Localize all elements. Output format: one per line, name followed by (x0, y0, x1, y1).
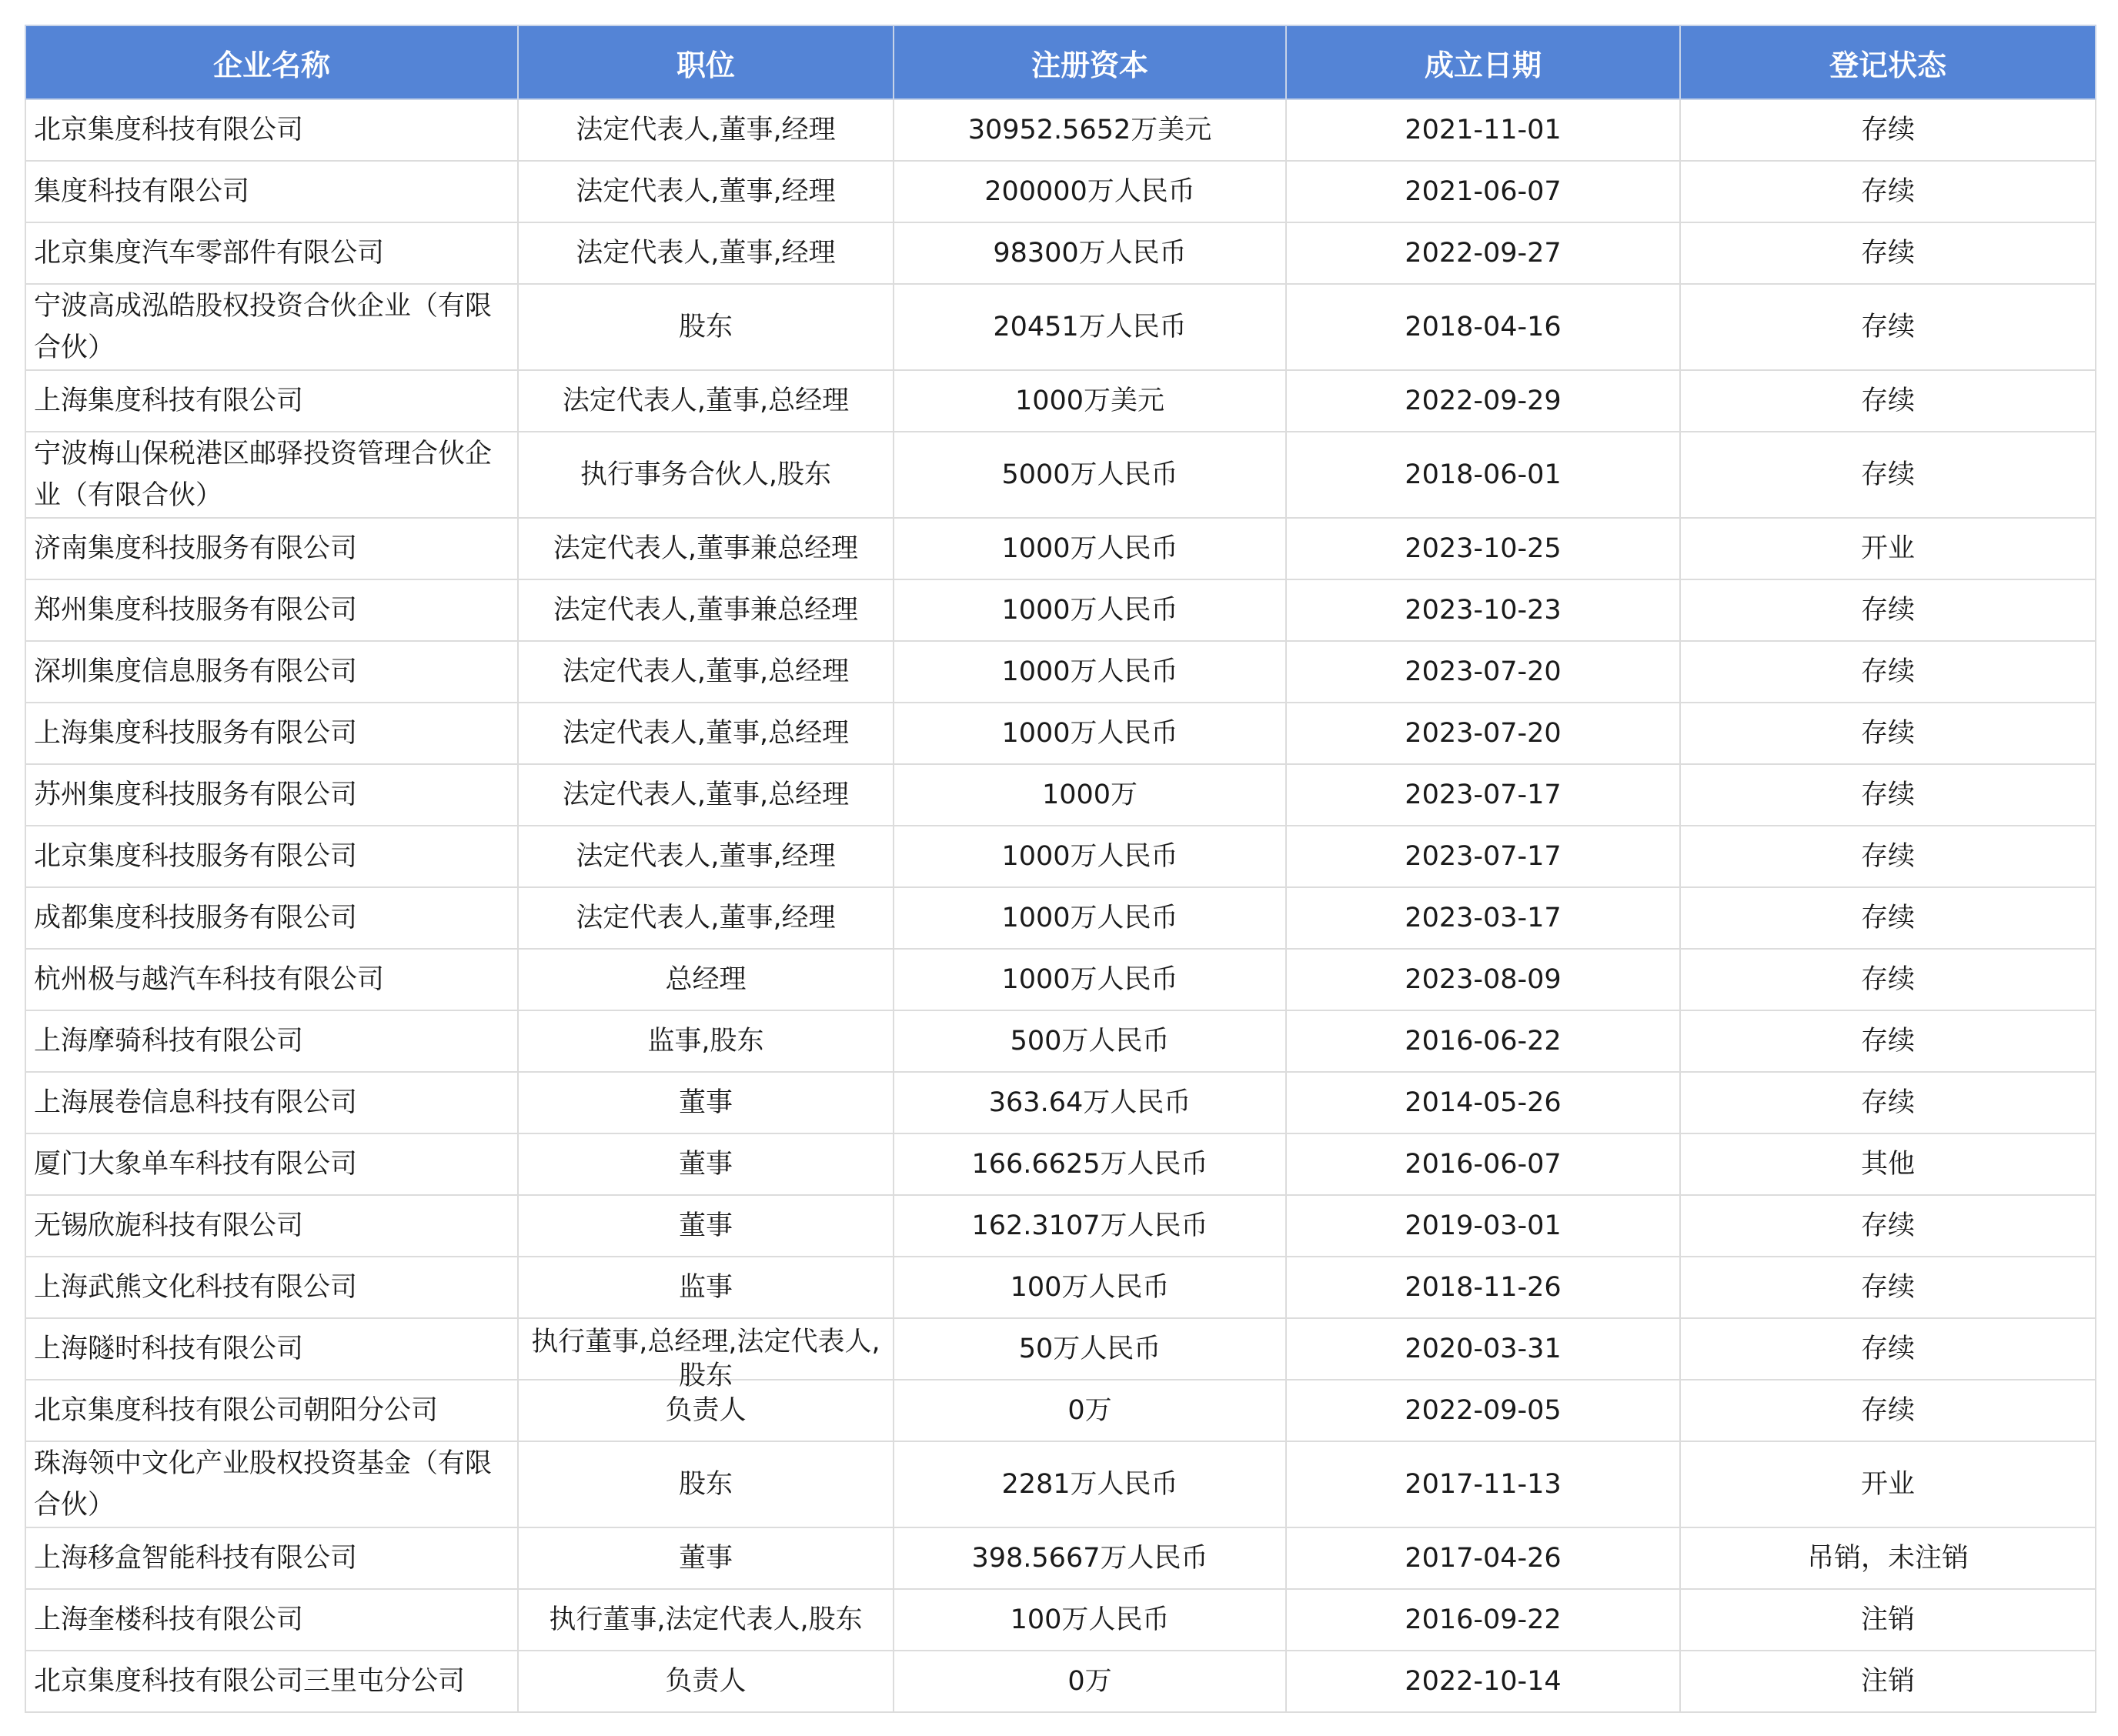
date-cell: 2023-08-09 (1286, 949, 1680, 1010)
company-table (25, 25, 2096, 1713)
company-name-cell: 北京集度科技有限公司朝阳分公司 (25, 1380, 518, 1441)
company-name-cell: 北京集度科技有限公司三里屯分公司 (25, 1651, 518, 1712)
status-cell: 存续 (1680, 1072, 2096, 1133)
date-cell: 2023-10-25 (1286, 518, 1680, 579)
company-name-cell: 杭州极与越汽车科技有限公司 (25, 949, 518, 1010)
company-name-cell: 上海武熊文化科技有限公司 (25, 1257, 518, 1318)
status-cell: 注销 (1680, 1651, 2096, 1712)
date-cell: 2018-06-01 (1286, 432, 1680, 518)
status-cell: 存续 (1680, 641, 2096, 703)
position-cell: 负责人 (518, 1380, 894, 1441)
capital-cell: 1000万人民币 (894, 826, 1286, 887)
position-cell: 法定代表人,董事,经理 (518, 826, 894, 887)
position-cell: 执行事务合伙人,股东 (518, 432, 894, 518)
position-cell: 监事,股东 (518, 1010, 894, 1072)
position-cell: 法定代表人,董事,经理 (518, 99, 894, 161)
position-cell: 董事 (518, 1195, 894, 1257)
table-row[interactable] (25, 1010, 2096, 1072)
date-cell: 2023-07-20 (1286, 641, 1680, 703)
date-cell: 2022-09-29 (1286, 370, 1680, 432)
status-cell: 存续 (1680, 432, 2096, 518)
date-cell: 2017-11-13 (1286, 1441, 1680, 1527)
table-row[interactable] (25, 222, 2096, 284)
header-establish-date[interactable]: 成立日期 (1286, 25, 1680, 99)
status-cell: 存续 (1680, 1195, 2096, 1257)
company-name-cell: 上海集度科技有限公司 (25, 370, 518, 432)
company-name-cell: 深圳集度信息服务有限公司 (25, 641, 518, 703)
position-cell: 法定代表人,董事,总经理 (518, 764, 894, 826)
company-name-cell: 北京集度汽车零部件有限公司 (25, 222, 518, 284)
capital-cell: 100万人民币 (894, 1589, 1286, 1651)
capital-cell: 50万人民币 (894, 1318, 1286, 1380)
capital-cell: 98300万人民币 (894, 222, 1286, 284)
position-cell: 监事 (518, 1257, 894, 1318)
status-cell: 开业 (1680, 518, 2096, 579)
date-cell: 2019-03-01 (1286, 1195, 1680, 1257)
table-row[interactable] (25, 764, 2096, 826)
company-name-cell: 上海集度科技服务有限公司 (25, 703, 518, 764)
table-header-row (25, 25, 2096, 99)
date-cell: 2020-03-31 (1286, 1318, 1680, 1380)
position-cell: 总经理 (518, 949, 894, 1010)
capital-cell: 1000万人民币 (894, 579, 1286, 641)
company-name-cell: 集度科技有限公司 (25, 161, 518, 222)
status-cell: 存续 (1680, 1010, 2096, 1072)
date-cell: 2023-10-23 (1286, 579, 1680, 641)
header-registration-status[interactable]: 登记状态 (1680, 25, 2096, 99)
date-cell: 2022-09-05 (1286, 1380, 1680, 1441)
table-row[interactable] (25, 703, 2096, 764)
table-row[interactable] (25, 579, 2096, 641)
table-row[interactable] (25, 432, 2096, 518)
position-cell: 法定代表人,董事,总经理 (518, 370, 894, 432)
capital-cell: 162.3107万人民币 (894, 1195, 1286, 1257)
company-name-cell: 宁波梅山保税港区邮驿投资管理合伙企业（有限合伙） (25, 432, 518, 518)
table-row[interactable] (25, 1527, 2096, 1589)
company-name-cell: 珠海领中文化产业股权投资基金（有限合伙） (25, 1441, 518, 1527)
capital-cell: 100万人民币 (894, 1257, 1286, 1318)
company-name-cell: 上海摩骑科技有限公司 (25, 1010, 518, 1072)
status-cell: 存续 (1680, 284, 2096, 370)
position-text: 执行董事,总经理,法定代表人,股东 (531, 1327, 880, 1391)
header-registered-capital[interactable]: 注册资本 (894, 25, 1286, 99)
table-row[interactable] (25, 1589, 2096, 1651)
table-row[interactable] (25, 1318, 2096, 1380)
table-row[interactable] (25, 949, 2096, 1010)
capital-cell: 1000万人民币 (894, 887, 1286, 949)
status-cell: 存续 (1680, 826, 2096, 887)
date-cell: 2023-07-17 (1286, 826, 1680, 887)
status-cell: 存续 (1680, 1318, 2096, 1380)
status-cell: 注销 (1680, 1589, 2096, 1651)
position-cell: 股东 (518, 284, 894, 370)
company-name-cell: 苏州集度科技服务有限公司 (25, 764, 518, 826)
company-name-cell: 北京集度科技有限公司 (25, 99, 518, 161)
company-name-cell: 上海展卷信息科技有限公司 (25, 1072, 518, 1133)
table-row[interactable] (25, 1195, 2096, 1257)
capital-cell: 500万人民币 (894, 1010, 1286, 1072)
table-row[interactable] (25, 826, 2096, 887)
date-cell: 2022-10-14 (1286, 1651, 1680, 1712)
company-name-cell: 厦门大象单车科技有限公司 (25, 1133, 518, 1195)
table-row[interactable] (25, 1072, 2096, 1133)
table-row[interactable] (25, 99, 2096, 161)
capital-cell: 363.64万人民币 (894, 1072, 1286, 1133)
position-cell (518, 1318, 894, 1391)
table-row[interactable] (25, 1651, 2096, 1712)
date-cell: 2023-07-20 (1286, 703, 1680, 764)
company-name-cell: 宁波高成泓皓股权投资合伙企业（有限合伙） (25, 284, 518, 370)
capital-cell: 1000万人民币 (894, 949, 1286, 1010)
company-name-cell: 无锡欣旎科技有限公司 (25, 1195, 518, 1257)
status-cell: 吊销，未注销 (1680, 1527, 2096, 1589)
capital-cell: 1000万人民币 (894, 518, 1286, 579)
table-row[interactable] (25, 518, 2096, 579)
position-cell: 法定代表人,董事兼总经理 (518, 579, 894, 641)
date-cell: 2018-11-26 (1286, 1257, 1680, 1318)
table-row[interactable] (25, 161, 2096, 222)
status-cell: 存续 (1680, 703, 2096, 764)
position-cell: 法定代表人,董事,总经理 (518, 703, 894, 764)
capital-cell: 2281万人民币 (894, 1441, 1286, 1527)
date-cell: 2016-09-22 (1286, 1589, 1680, 1651)
position-cell: 执行董事,法定代表人,股东 (518, 1589, 894, 1651)
position-cell: 董事 (518, 1072, 894, 1133)
capital-cell: 200000万人民币 (894, 161, 1286, 222)
status-cell: 存续 (1680, 579, 2096, 641)
date-cell: 2021-06-07 (1286, 161, 1680, 222)
company-name-cell: 成都集度科技服务有限公司 (25, 887, 518, 949)
company-name-cell: 济南集度科技服务有限公司 (25, 518, 518, 579)
status-cell: 存续 (1680, 949, 2096, 1010)
status-cell: 开业 (1680, 1441, 2096, 1527)
status-cell: 存续 (1680, 99, 2096, 161)
company-name-cell: 郑州集度科技服务有限公司 (25, 579, 518, 641)
capital-cell: 1000万人民币 (894, 703, 1286, 764)
header-position[interactable]: 职位 (518, 25, 894, 99)
capital-cell: 398.5667万人民币 (894, 1527, 1286, 1589)
date-cell: 2018-04-16 (1286, 284, 1680, 370)
date-cell: 2017-04-26 (1286, 1527, 1680, 1589)
position-cell: 法定代表人,董事兼总经理 (518, 518, 894, 579)
header-company-name[interactable]: 企业名称 (25, 25, 518, 99)
company-name-cell: 北京集度科技服务有限公司 (25, 826, 518, 887)
position-cell: 董事 (518, 1527, 894, 1589)
capital-cell: 166.6625万人民币 (894, 1133, 1286, 1195)
position-cell: 法定代表人,董事,经理 (518, 887, 894, 949)
status-cell: 存续 (1680, 764, 2096, 826)
status-cell: 存续 (1680, 370, 2096, 432)
table-row[interactable] (25, 641, 2096, 703)
capital-cell: 0万 (894, 1651, 1286, 1712)
date-cell: 2016-06-07 (1286, 1133, 1680, 1195)
status-cell: 存续 (1680, 222, 2096, 284)
status-cell: 存续 (1680, 1380, 2096, 1441)
table-row[interactable] (25, 1441, 2096, 1527)
position-cell: 法定代表人,董事,经理 (518, 222, 894, 284)
date-cell: 2022-09-27 (1286, 222, 1680, 284)
company-name-cell: 上海奎楼科技有限公司 (25, 1589, 518, 1651)
date-cell: 2016-06-22 (1286, 1010, 1680, 1072)
capital-cell: 1000万人民币 (894, 641, 1286, 703)
company-table-container (25, 25, 2095, 1713)
capital-cell: 1000万美元 (894, 370, 1286, 432)
date-cell: 2023-07-17 (1286, 764, 1680, 826)
position-cell: 股东 (518, 1441, 894, 1527)
position-cell: 董事 (518, 1133, 894, 1195)
table-row[interactable] (25, 1257, 2096, 1318)
capital-cell: 5000万人民币 (894, 432, 1286, 518)
table-row[interactable] (25, 1133, 2096, 1195)
capital-cell: 30952.5652万美元 (894, 99, 1286, 161)
table-row[interactable] (25, 370, 2096, 432)
capital-cell: 20451万人民币 (894, 284, 1286, 370)
date-cell: 2023-03-17 (1286, 887, 1680, 949)
status-cell: 其他 (1680, 1133, 2096, 1195)
date-cell: 2014-05-26 (1286, 1072, 1680, 1133)
status-cell: 存续 (1680, 887, 2096, 949)
table-row[interactable] (25, 1380, 2096, 1441)
status-cell: 存续 (1680, 1257, 2096, 1318)
capital-cell: 0万 (894, 1380, 1286, 1441)
table-row[interactable] (25, 284, 2096, 370)
company-name-cell: 上海移盒智能科技有限公司 (25, 1527, 518, 1589)
position-cell: 法定代表人,董事,总经理 (518, 641, 894, 703)
date-cell: 2021-11-01 (1286, 99, 1680, 161)
status-cell: 存续 (1680, 161, 2096, 222)
table-row[interactable] (25, 887, 2096, 949)
position-cell: 法定代表人,董事,经理 (518, 161, 894, 222)
position-cell: 负责人 (518, 1651, 894, 1712)
capital-cell: 1000万 (894, 764, 1286, 826)
company-name-cell: 上海隧时科技有限公司 (25, 1318, 518, 1380)
